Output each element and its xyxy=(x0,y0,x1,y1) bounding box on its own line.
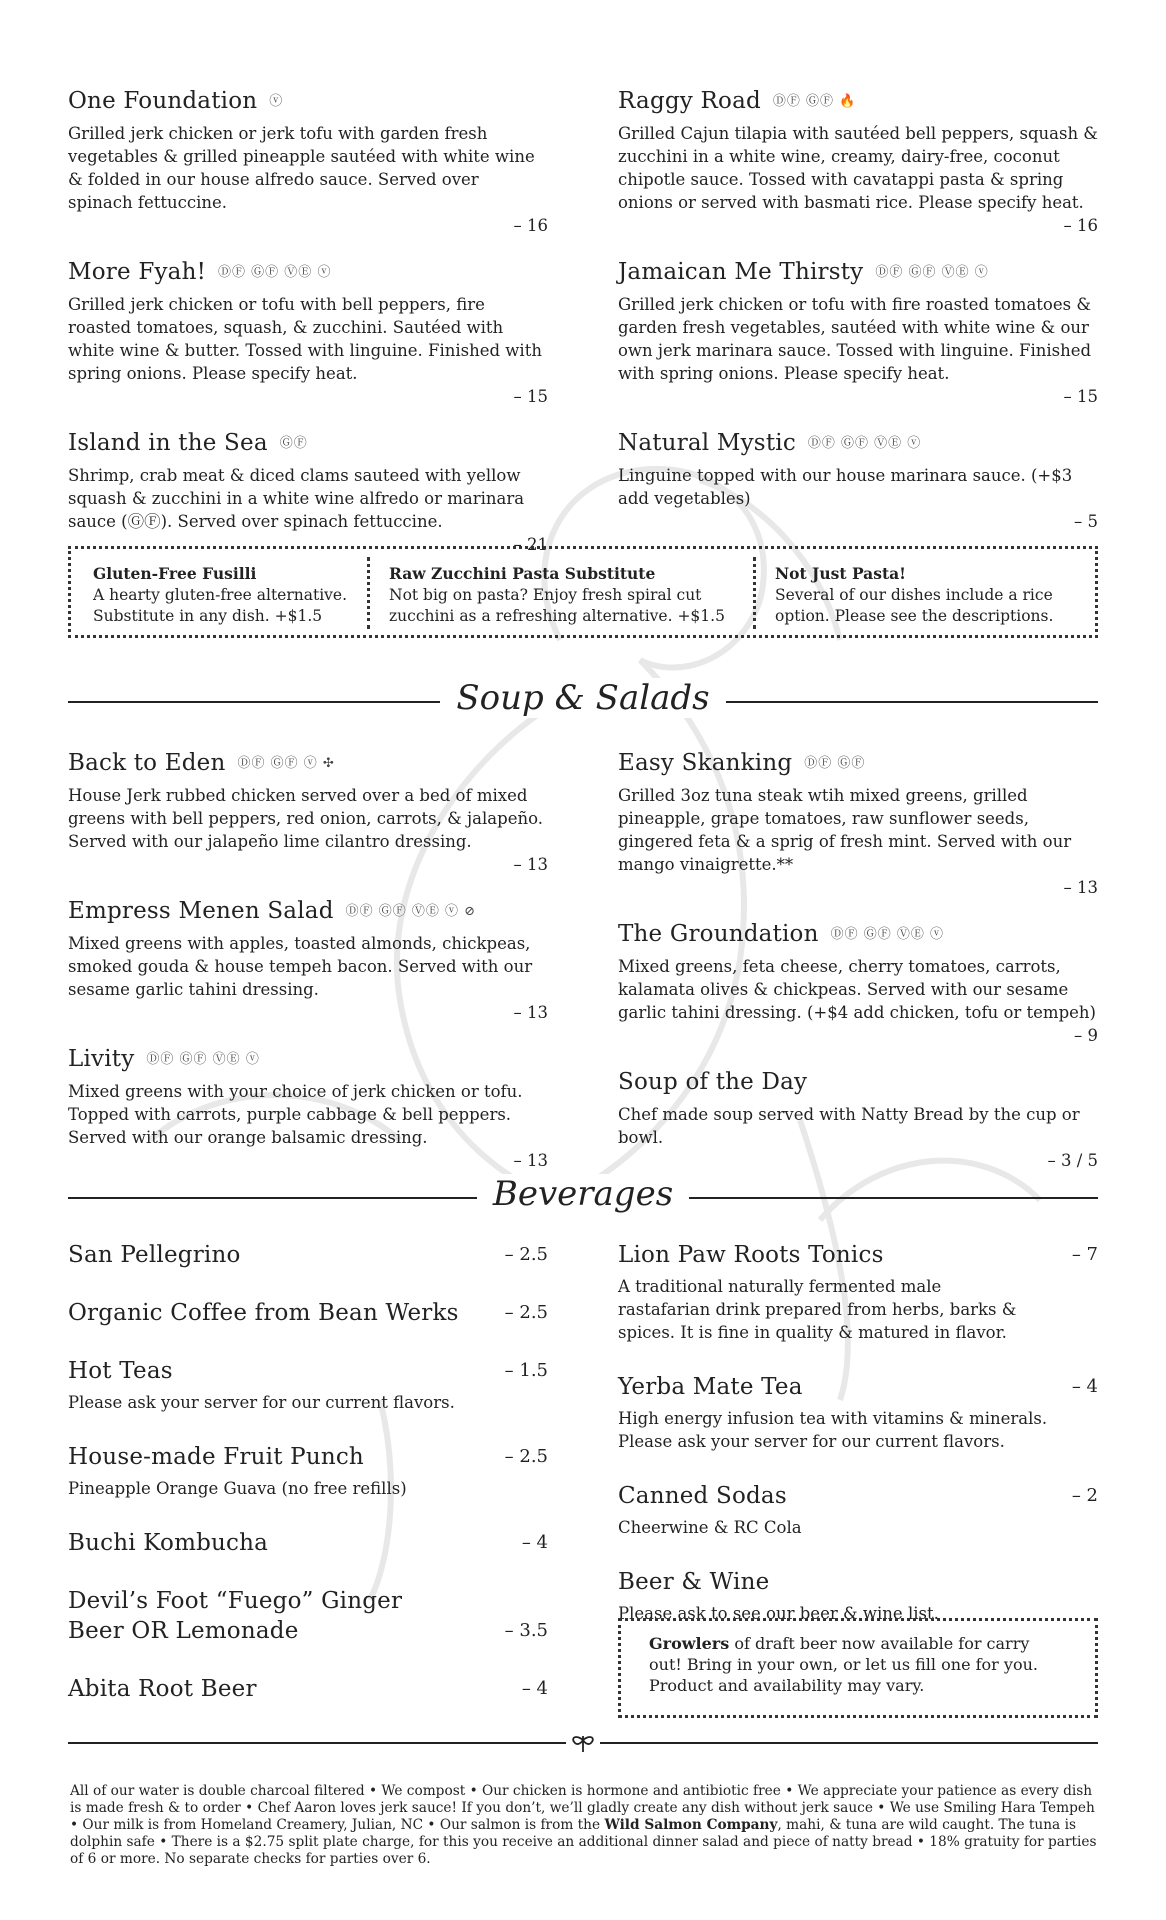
item-description: Grilled Cajun tilapia with sautéed bell peppers, squash & zucchini in a white wine, creamy, dairy-free, coconut chipotle sauce. Tossed with cavatappi pasta & spring onions or served with basmati rice. Please specify heat. xyxy=(618,124,1098,212)
item-description: Grilled jerk chicken or jerk tofu with garden fresh vegetables & grilled pineapple sautéed with white wine & folded in our house alfredo sauce. Served over spinach fettuccine. xyxy=(68,124,535,212)
note-title: Gluten-Free Fusilli xyxy=(93,564,257,583)
menu-item xyxy=(68,257,548,406)
menu-item xyxy=(618,1240,1098,1344)
item-description: House Jerk rubbed chicken served over a bed of mixed greens with bell peppers, red onion, carrots, & jalapeño. Served with our jalapeño lime cilantro dressing. xyxy=(68,786,543,851)
item-price: – 3 / 5 xyxy=(1047,1151,1098,1170)
item-name: Natural Mystic xyxy=(618,430,796,456)
item-price: – 2 xyxy=(1071,1485,1098,1506)
item-description: Mixed greens with apples, toasted almonds, chickpeas, smoked gouda & house tempeh bacon. Served with our sesame garlic tahini dressing. xyxy=(68,934,533,999)
menu-item xyxy=(68,1674,548,1704)
item-name: San Pellegrino xyxy=(68,1242,241,1268)
footer-text: All of our water is double charcoal filtered • We compost • Our chicken is hormone and antibiotic free • We appreciate your patience as every dish is made fresh & to order • Chef Aaron loves jerk sauce! If you don’t, we’ll gladly create any dish without jerk sauce • We use Smiling Hara Tempeh • Our milk is from Homeland Creamery, Julian, NC • Our salmon is from the xyxy=(70,1783,1095,1833)
menu-item xyxy=(618,1481,1098,1539)
item-description: Pineapple Orange Guava (no free refills) xyxy=(68,1479,407,1498)
item-price: – 13 xyxy=(513,1151,548,1170)
item-price: – 21 xyxy=(513,535,548,554)
note-text: A hearty gluten-free alternative. Substitute in any dish. +$1.5 xyxy=(93,586,348,625)
growlers-text: of draft beer now available for carry out! Bring in your own, or let us fill one for you. Product and availability may vary. xyxy=(649,1634,1038,1695)
diet-badges: ⓥ xyxy=(269,94,284,109)
beverages-right-column xyxy=(618,1240,1098,1653)
item-price: – 7 xyxy=(1071,1244,1098,1265)
ornament-icon xyxy=(566,1732,600,1754)
note-divider xyxy=(753,557,756,629)
item-price: – 4 xyxy=(521,1678,548,1699)
item-description: Chef made soup served with Natty Bread by the cup or bowl. xyxy=(618,1105,1080,1147)
item-name: Buchi Kombucha xyxy=(68,1530,269,1556)
menu-item xyxy=(68,1442,548,1500)
pasta-right-column xyxy=(618,86,1098,553)
menu-item xyxy=(618,1067,1098,1170)
note-text: Several of our dishes include a rice option. Please see the descriptions. xyxy=(775,586,1054,625)
diet-badges: ⒹⒻ ⒼⒻ ⓋⒺ ⓥ xyxy=(807,436,922,451)
item-price: – 9 xyxy=(1074,1026,1098,1045)
section-title: Soup & Salads xyxy=(440,678,725,718)
item-price: – 13 xyxy=(513,855,548,874)
item-price: – 15 xyxy=(1063,387,1098,406)
footer-text: , mahi, & tuna are wild caught. The tuna is dolphin safe • There is a $2.75 split plate charge, for this you receive an additional dinner salad and piece of natty bread • 18% gratuity for parties of 6 or more. No separate checks for parties over 6. xyxy=(70,1817,1097,1867)
pasta-notes-box xyxy=(68,546,1098,638)
item-name: Yerba Mate Tea xyxy=(618,1374,803,1400)
item-name: The Groundation xyxy=(618,921,819,947)
item-description: Please ask to see our beer & wine list. xyxy=(618,1604,939,1623)
item-description: Shrimp, crab meat & diced clams sauteed with yellow squash & zucchini in a white wine alfredo or marinara sauce (ⒼⒻ). Served over spinach fettuccine. xyxy=(68,466,525,531)
item-name: More Fyah! xyxy=(68,259,207,285)
item-name: Empress Menen Salad xyxy=(68,898,334,924)
item-description: Please ask your server for our current flavors. xyxy=(68,1393,455,1412)
salads-right-column xyxy=(618,748,1098,1192)
note-gluten-free xyxy=(93,563,363,627)
diet-badges: ⒹⒻ ⒼⒻ ⓋⒺ ⓥ xyxy=(830,927,945,942)
item-price: – 2.5 xyxy=(504,1244,548,1265)
note-divider xyxy=(367,557,370,629)
diet-badges: ⒹⒻ ⒼⒻ ⓋⒺ ⓥ ⊘ xyxy=(345,904,477,919)
item-description: Mixed greens, feta cheese, cherry tomatoes, carrots, kalamata olives & chickpeas. Served with our sesame garlic tahini dressing. (+$4 add chicken, tofu or tempeh) xyxy=(618,957,1096,1022)
item-description: Mixed greens with your choice of jerk chicken or tofu. Topped with carrots, purple cabbage & bell peppers. Served with our orange balsamic dressing. xyxy=(68,1082,523,1147)
note-text: Not big on pasta? Enjoy fresh spiral cut zucchini as a refreshing alternative. +$1.5 xyxy=(389,586,725,625)
item-name: Easy Skanking xyxy=(618,750,793,776)
menu-item xyxy=(68,86,548,235)
item-description: Grilled 3oz tuna steak wtih mixed greens, grilled pineapple, grape tomatoes, raw sunflower seeds, gingered feta & a sprig of fresh mint. Served with our mango vinaigrette.** xyxy=(618,786,1072,874)
item-price: – 2.5 xyxy=(504,1302,548,1323)
item-price: – 4 xyxy=(521,1532,548,1553)
menu-item xyxy=(68,1528,548,1558)
item-name: Island in the Sea xyxy=(68,430,268,456)
item-price: – 13 xyxy=(1063,878,1098,897)
item-price: – 16 xyxy=(513,216,548,235)
item-price: – 13 xyxy=(513,1003,548,1022)
menu-item xyxy=(68,1298,548,1328)
item-price: – 4 xyxy=(1071,1376,1098,1397)
diet-badges: ⒹⒻ ⒼⒻ ⓋⒺ ⓥ xyxy=(875,265,989,280)
item-price: – 3.5 xyxy=(504,1620,548,1641)
menu-item xyxy=(618,748,1098,897)
section-title: Beverages xyxy=(477,1174,689,1214)
item-name: Lion Paw Roots Tonics xyxy=(618,1242,884,1268)
item-description: Linguine topped with our house marinara sauce. (+$3 add vegetables) xyxy=(618,466,1073,508)
menu-item xyxy=(68,428,548,554)
diet-badges: ⒹⒻ ⒼⒻ xyxy=(804,756,866,771)
growlers-notice xyxy=(618,1618,1098,1718)
menu-item xyxy=(68,896,548,1022)
item-description: Grilled jerk chicken or tofu with bell peppers, fire roasted tomatoes, squash, & zucchini. Sautéed with white wine & butter. Tossed with linguine. Finished with spring onions. Please specify heat. xyxy=(68,295,542,383)
menu-item xyxy=(618,919,1098,1045)
item-name: House-made Fruit Punch xyxy=(68,1444,364,1470)
note-title: Not Just Pasta! xyxy=(775,564,906,583)
item-name: Raggy Road xyxy=(618,88,761,114)
section-header-beverages xyxy=(68,1172,1098,1222)
menu-item xyxy=(68,1044,548,1170)
pasta-left-column xyxy=(68,86,548,576)
note-not-just-pasta xyxy=(775,563,1075,627)
item-price: – 1.5 xyxy=(504,1360,548,1381)
menu-item xyxy=(618,86,1098,235)
item-price: – 16 xyxy=(1063,216,1098,235)
item-price: – 15 xyxy=(513,387,548,406)
note-zucchini xyxy=(389,563,739,627)
diet-badges: ⒹⒻ ⒼⒻ ⓥ ✣ xyxy=(237,756,335,771)
item-name: Jamaican Me Thirsty xyxy=(618,259,864,285)
item-description: Grilled jerk chicken or tofu with fire roasted tomatoes & garden fresh vegetables, sautéed with white wine & our own jerk marinara sauce. Tossed with linguine. Finished with spring onions. Please specify heat. xyxy=(618,295,1092,383)
diet-badges: ⒹⒻ ⒼⒻ ⓋⒺ ⓥ xyxy=(218,265,332,280)
item-name: Hot Teas xyxy=(68,1358,173,1384)
beverages-left-column xyxy=(68,1240,548,1732)
salads-left-column xyxy=(68,748,548,1192)
menu-item xyxy=(68,1356,548,1414)
section-header-soup xyxy=(68,676,1098,726)
item-description: High energy infusion tea with vitamins & minerals. Please ask your server for our current flavors. xyxy=(618,1409,1048,1451)
item-description: Cheerwine & RC Cola xyxy=(618,1518,802,1537)
menu-item xyxy=(618,428,1098,531)
menu-item xyxy=(618,1372,1098,1453)
diet-badges: ⒹⒻ ⒼⒻ 🔥 xyxy=(772,94,857,109)
item-name: Canned Sodas xyxy=(618,1483,787,1509)
menu-item xyxy=(68,748,548,874)
item-name: Livity xyxy=(68,1046,135,1072)
growlers-title: Growlers xyxy=(649,1634,730,1653)
item-name: Beer & Wine xyxy=(618,1569,770,1595)
item-price: – 5 xyxy=(1074,512,1098,531)
menu-item xyxy=(68,1586,548,1646)
item-name: Soup of the Day xyxy=(618,1069,808,1095)
menu-item xyxy=(618,1567,1098,1625)
footer-salmon-company: Wild Salmon Company xyxy=(604,1817,778,1833)
diet-badges: ⒼⒻ xyxy=(279,436,308,451)
footer-notes xyxy=(70,1783,1100,1868)
menu-item xyxy=(68,1240,548,1270)
note-title: Raw Zucchini Pasta Substitute xyxy=(389,564,656,583)
item-name: Devil’s Foot “Fuego” Ginger Beer OR Lemonade xyxy=(68,1588,403,1644)
item-name: Organic Coffee from Bean Werks xyxy=(68,1300,459,1326)
item-name: Back to Eden xyxy=(68,750,226,776)
item-description: A traditional naturally fermented male rastafarian drink prepared from herbs, barks & spices. It is fine in quality & matured in flavor. xyxy=(618,1277,1017,1342)
diet-badges: ⒹⒻ ⒼⒻ ⓋⒺ ⓥ xyxy=(146,1052,260,1067)
item-price: – 2.5 xyxy=(504,1446,548,1467)
item-name: Abita Root Beer xyxy=(68,1676,257,1702)
item-name: One Foundation xyxy=(68,88,258,114)
menu-item xyxy=(618,257,1098,406)
